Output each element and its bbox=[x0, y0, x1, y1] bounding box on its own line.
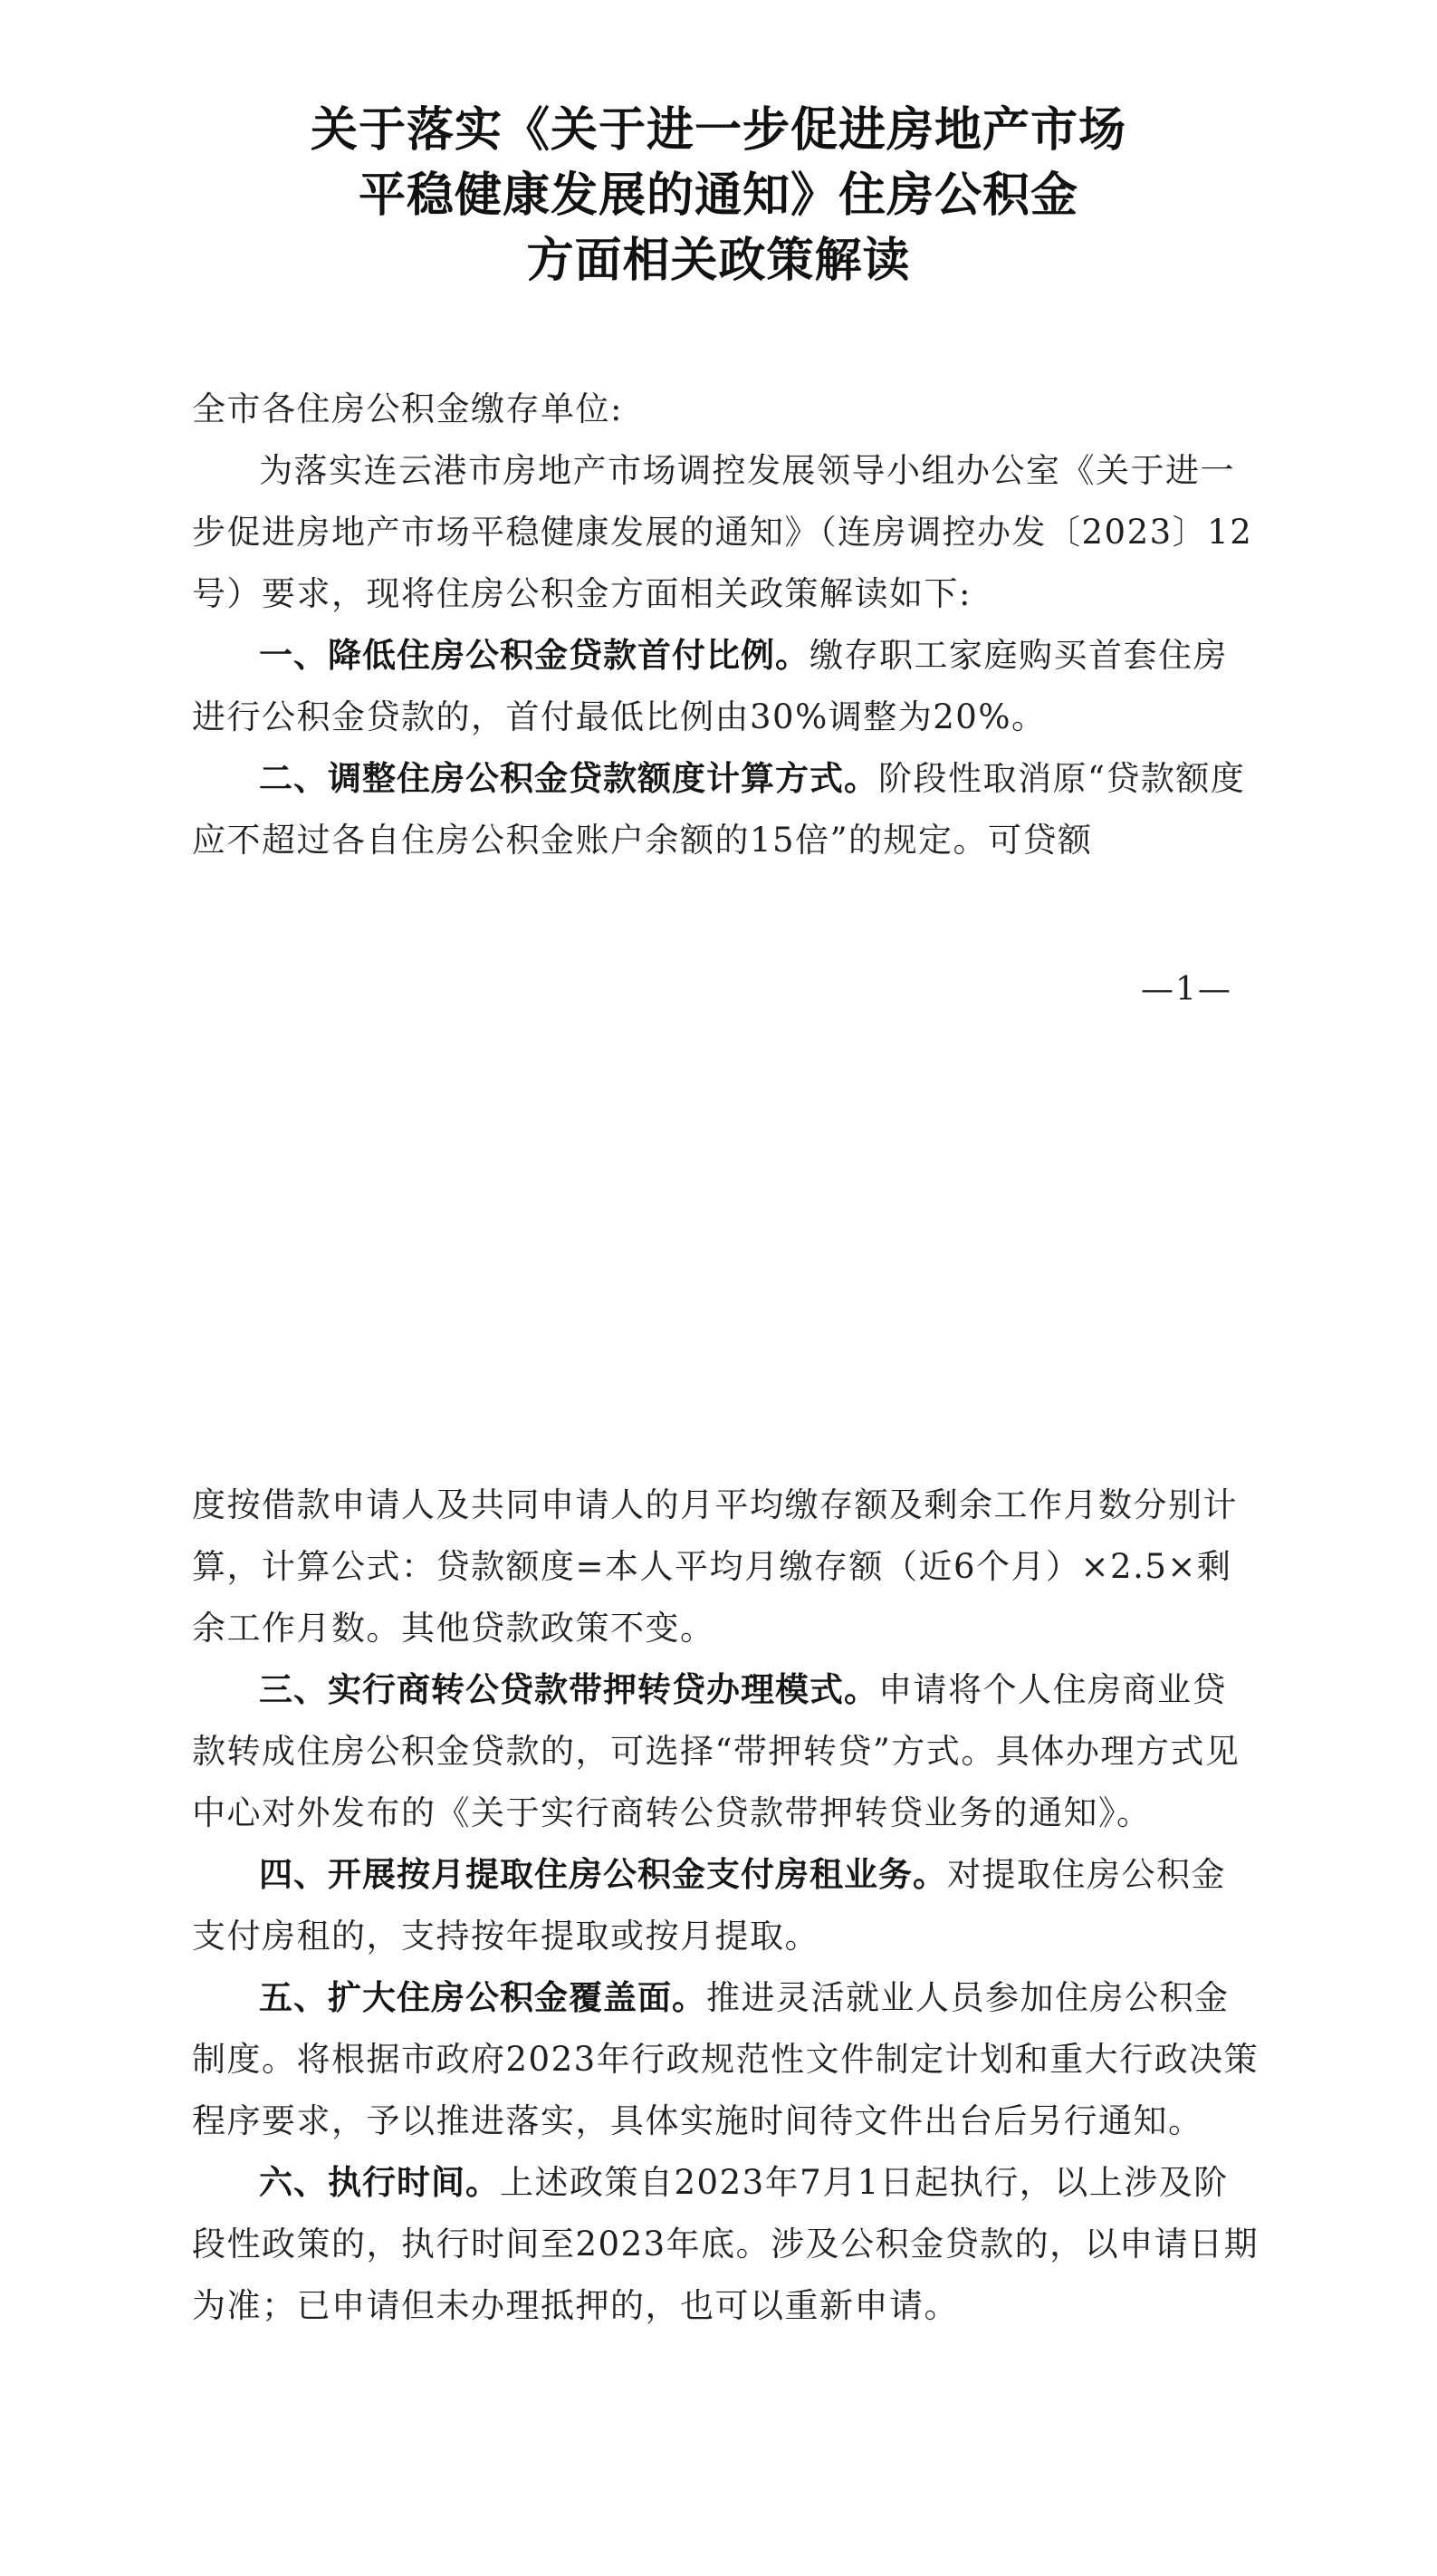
policy-item-4-heading: 四、开展按月提取住房公积金支付房租业务。 bbox=[259, 1855, 947, 1894]
page-2-body bbox=[192, 1475, 1260, 2337]
policy-item-5 bbox=[192, 1967, 1260, 2152]
policy-item-2-continued: 度按借款申请人及共同申请人的月平均缴存额及剩余工作月数分别计算，计算公式：贷款额度=本人平均月缴存额（近6个月）×2.5×剩余工作月数。其他贷款政策不变。 bbox=[192, 1485, 1238, 1648]
policy-item-4 bbox=[192, 1844, 1260, 1967]
document-title bbox=[136, 98, 1301, 293]
policy-item-3-text: 申请将个人住房商业贷款转成住房公积金贷款的，可选择“带押转贷”方式。具体办理方式见中心对外发布的《关于实行商转公贷款带押转贷业务的通知》。 bbox=[192, 1670, 1241, 1832]
policy-item-2-text-part1: 阶段性取消原“贷款额度应不超过各自住房公积金账户余额的15倍”的规定。可贷额 bbox=[192, 759, 1246, 860]
policy-item-6-text: 上述政策自2023年7月1日起执行，以上涉及阶段性政策的，执行时间至2023年底。涉及公积金贷款的，以申请日期为准；已申请但未办理抵押的，也可以重新申请。 bbox=[192, 2163, 1260, 2325]
policy-item-3-heading: 三、实行商转公贷款带押转贷办理模式。 bbox=[259, 1670, 878, 1709]
title-line-1: 关于落实《关于进一步促进房地产市场 bbox=[310, 102, 1126, 158]
salutation: 全市各住房公积金缴存单位: bbox=[192, 389, 623, 428]
policy-item-2-heading: 二、调整住房公积金贷款额度计算方式。 bbox=[259, 759, 878, 798]
policy-item-1 bbox=[192, 625, 1260, 748]
policy-item-6 bbox=[192, 2152, 1260, 2337]
policy-item-1-heading: 一、降低住房公积金贷款首付比例。 bbox=[259, 636, 810, 675]
page-1-body bbox=[192, 379, 1260, 871]
policy-item-3 bbox=[192, 1659, 1260, 1844]
intro-paragraph: 为落实连云港市房地产市场调控发展领导小组办公室《关于进一步促进房地产市场平稳健康发展的通知》（连房调控办发〔2023〕12号）要求，现将住房公积金方面相关政策解读如下: bbox=[192, 451, 1253, 613]
title-line-3: 方面相关政策解读 bbox=[526, 233, 911, 288]
title-line-2: 平稳健康发展的通知》住房公积金 bbox=[358, 168, 1078, 223]
page-number: —1— bbox=[1141, 971, 1232, 1008]
policy-item-6-heading: 六、执行时间。 bbox=[259, 2163, 500, 2202]
policy-item-5-heading: 五、扩大住房公积金覆盖面。 bbox=[259, 1978, 706, 2017]
policy-item-5-text: 推进灵活就业人员参加住房公积金制度。将根据市政府2023年行政规范性文件制定计划和重大行政决策程序要求，予以推进落实，具体实施时间待文件出台后另行通知。 bbox=[192, 1978, 1260, 2140]
policy-item-2 bbox=[192, 748, 1260, 871]
policy-item-1-text: 缴存职工家庭购买首套住房进行公积金贷款的，首付最低比例由30%调整为20%。 bbox=[192, 636, 1228, 736]
policy-item-4-text: 对提取住房公积金支付房租的，支持按年提取或按月提取。 bbox=[192, 1855, 1226, 1956]
